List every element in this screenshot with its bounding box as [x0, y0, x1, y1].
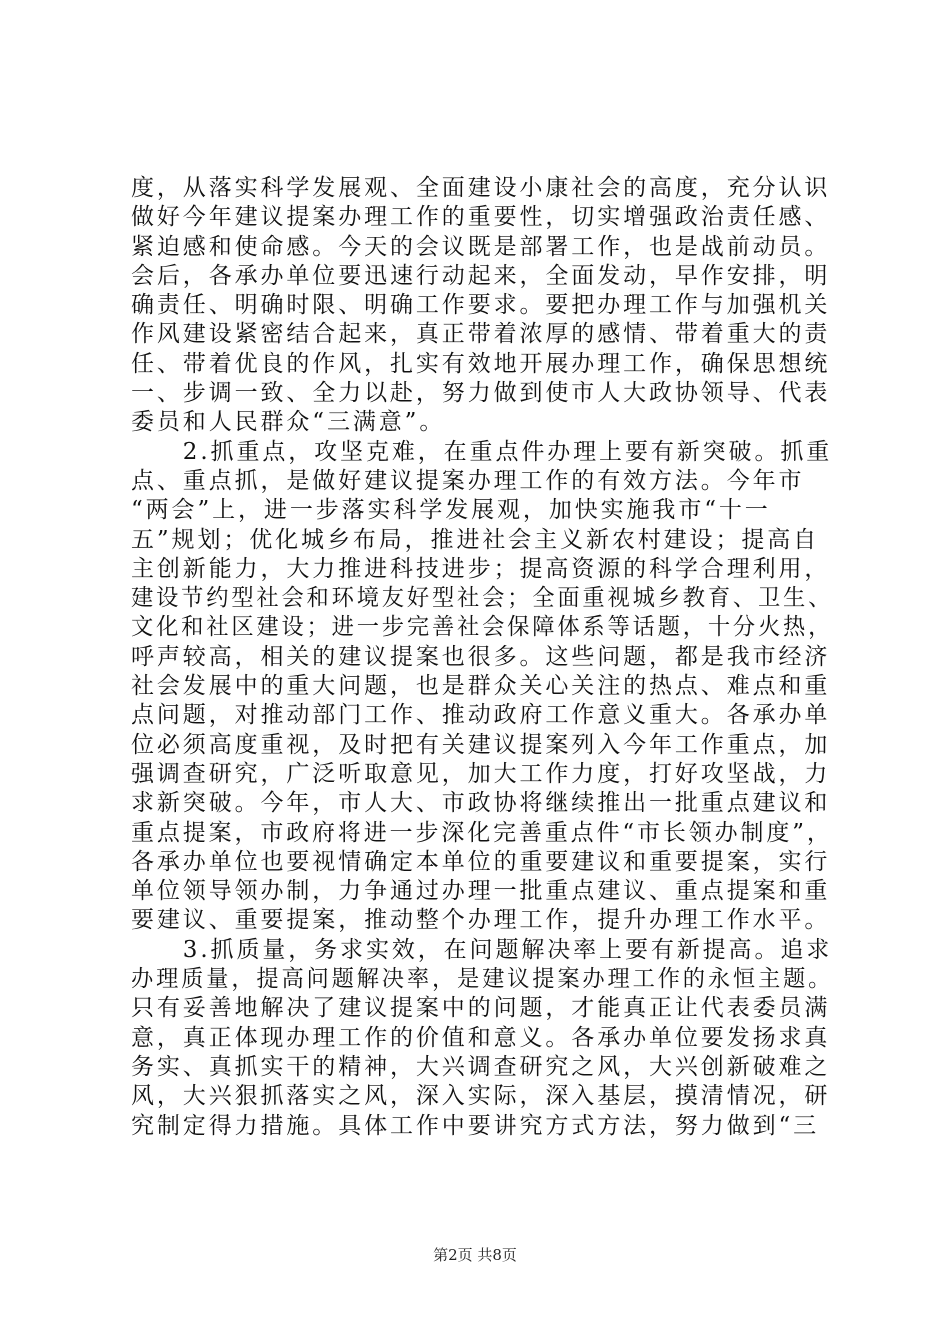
text-line: 求新突破。今年，市人大、市政协将继续推出一批重点建议和	[131, 790, 831, 817]
text-line: 2.抓重点，攻坚克难，在重点件办理上要有新突破。抓重	[131, 438, 833, 465]
text-line: 会后，各承办单位要迅速行动起来，全面发动，早作安排，明	[131, 262, 831, 289]
text-line: 五”规划；优化城乡布局，推进社会主义新农村建设；提高自	[131, 526, 820, 553]
text-line: “两会”上，进一步落实科学发展观，加快实施我市“十一	[131, 497, 771, 524]
text-line: 文化和社区建设；进一步完善社会保障体系等话题，十分火热，	[131, 614, 834, 641]
text-line: 3.抓质量，务求实效，在问题解决率上要有新提高。追求	[131, 936, 833, 963]
text-line: 重点提案，市政府将进一步深化完善重点件“市长领办制度”，	[131, 819, 833, 846]
body-text	[131, 174, 834, 1141]
text-line: 点、重点抓，是做好建议提案办理工作的有效方法。今年市	[131, 467, 805, 494]
page-footer: 第2页 共8页	[433, 1246, 517, 1264]
text-line: 要建议、重要提案，推动整个办理工作，提升办理工作水平。	[131, 907, 831, 934]
text-line: 呼声较高，相关的建议提案也很多。这些问题，都是我市经济	[131, 643, 831, 670]
text-line: 社会发展中的重大问题，也是群众关心关注的热点、难点和重	[131, 673, 831, 700]
text-line: 作风建设紧密结合起来，真正带着浓厚的感情、带着重大的责	[131, 321, 831, 348]
text-line: 度，从落实科学发展观、全面建设小康社会的高度，充分认识	[131, 175, 831, 201]
text-line: 意，真正体现办理工作的价值和意义。各承办单位要发扬求真	[131, 1024, 831, 1051]
text-line: 点问题，对推动部门工作、推动政府工作意义重大。各承办单	[131, 702, 831, 729]
text-line: 位必须高度重视，及时把有关建议提案列入今年工作重点，加	[131, 731, 831, 758]
text-line: 风，大兴狠抓落实之风，深入实际，深入基层，摸清情况，研	[131, 1083, 831, 1110]
text-line: 办理质量，提高问题解决率，是建议提案办理工作的永恒主题。	[131, 966, 834, 993]
text-line: 紧迫感和使命感。今天的会议既是部署工作，也是战前动员。	[131, 233, 831, 260]
text-line: 究制定得力措施。具体工作中要讲究方式方法，努力做到“三	[131, 1112, 820, 1139]
text-line: 强调查研究，广泛听取意见，加大工作力度，打好攻坚战，力	[131, 760, 831, 787]
text-line: 各承办单位也要视情确定本单位的重要建议和重要提案，实行	[131, 848, 831, 875]
text-line: 只有妥善地解决了建议提案中的问题，才能真正让代表委员满	[131, 995, 831, 1022]
text-line: 委员和人民群众“三满意”。	[131, 409, 446, 436]
text-line: 做好今年建议提案办理工作的重要性，切实增强政治责任感、	[131, 204, 831, 231]
text-line: 任、带着优良的作风，扎实有效地开展办理工作，确保思想统	[131, 350, 831, 377]
text-line: 单位领导领办制，力争通过办理一批重点建议、重点提案和重	[131, 878, 831, 905]
text-line: 一、步调一致、全力以赴，努力做到使市人大政协领导、代表	[131, 380, 831, 407]
text-line: 确责任、明确时限、明确工作要求。要把办理工作与加强机关	[131, 292, 831, 319]
text-line: 建设节约型社会和环境友好型社会；全面重视城乡教育、卫生、	[131, 585, 834, 612]
text-line: 主创新能力，大力推进科技进步；提高资源的科学合理利用，	[131, 555, 831, 582]
text-line: 务实、真抓实干的精神，大兴调查研究之风，大兴创新破难之	[131, 1053, 831, 1080]
